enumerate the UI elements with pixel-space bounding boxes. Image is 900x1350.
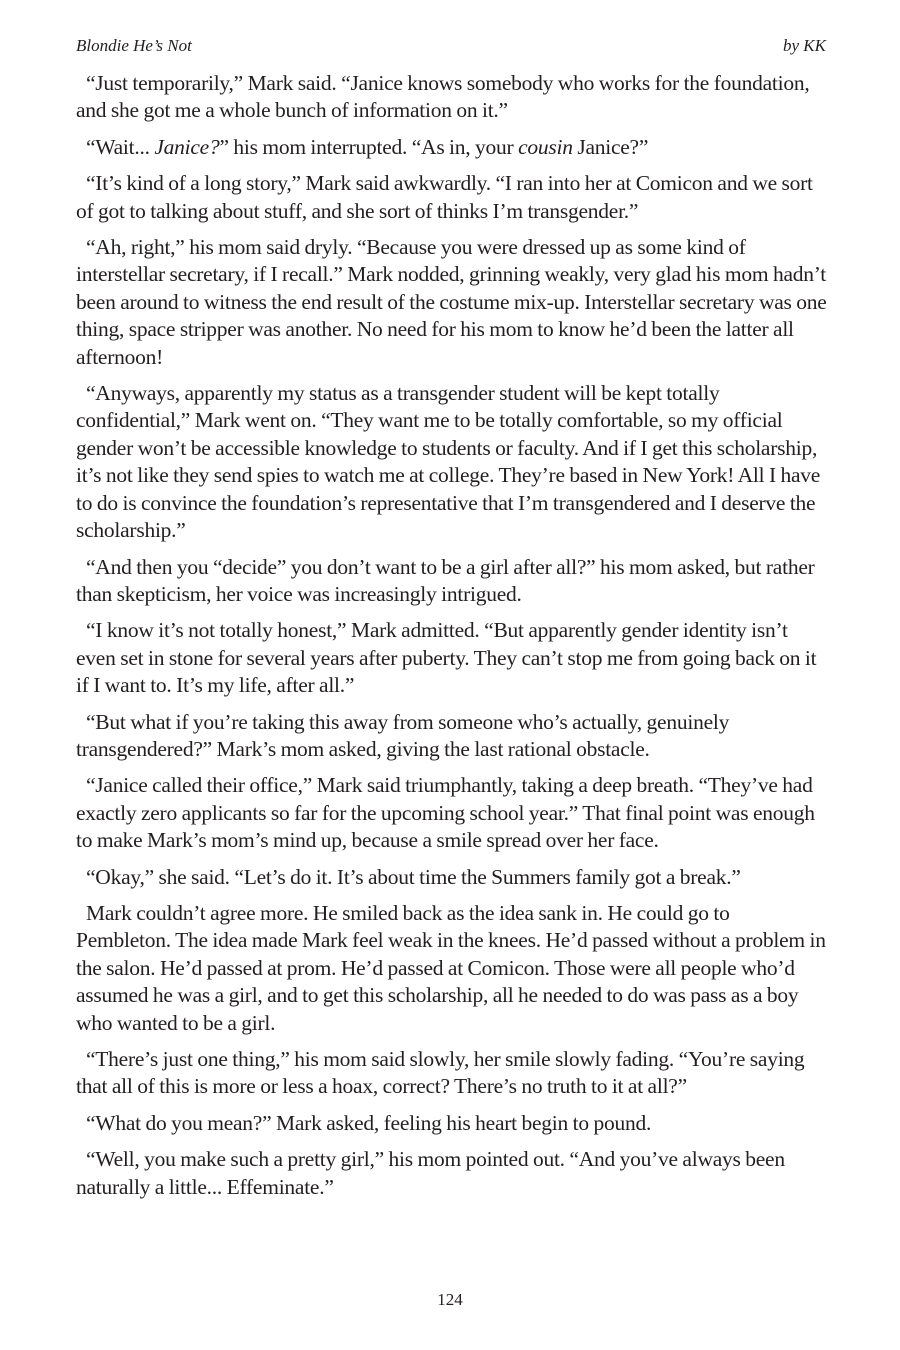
paragraph: “There’s just one thing,” his mom said slowly, her smile slowly fading. “You’re saying that all of this is more or less a hoax, correct? There’s no truth to it at all?”: [76, 1047, 805, 1099]
paragraph: “What do you mean?” Mark asked, feeling his heart begin to pound.: [86, 1110, 652, 1135]
paragraph: “Okay,” she said. “Let’s do it. It’s about time the Summers family got a break.”: [86, 864, 741, 889]
paragraph: “Well, you make such a pretty girl,” his mom pointed out. “And you’ve always been naturally a little... Effeminate.”: [76, 1147, 785, 1199]
body-text: [76, 70, 828, 1210]
text-run: ” his mom interrupted. “As in, your: [219, 134, 519, 159]
paragraph: Mark couldn’t agree more. He smiled back as the idea sank in. He could go to Pembleton. The idea made Mark feel weak in the knees. He’d passed without a problem in the salon. He’d passed at prom. He’d passed at Comicon. Those were all people who’d assumed he was a girl, and to get this scholarship, all he needed to do was pass as a boy who wanted to be a girl.: [76, 900, 826, 1035]
paragraph: “And then you “decide” you don’t want to be a girl after all?” his mom asked, but rather than skepticism, her voice was increasingly intrigued.: [76, 554, 815, 606]
paragraph: “Anyways, apparently my status as a transgender student will be kept totally confidential,” Mark went on. “They want me to be totally comfortable, so my official gender won’t be accessible knowledge to students or faculty. And if I get this scholarship, it’s not like they send spies to watch me at college. They’re based in New York! All I have to do is convince the foundation’s representative that I’m transgendered and I deserve the scholarship.”: [76, 381, 821, 543]
emphasis-text: cousin: [518, 134, 573, 159]
paragraph: “I know it’s not totally honest,” Mark admitted. “But apparently gender identity isn’t even set in stone for several years after puberty. They can’t stop me from going back on it if I want to. It’s my life, after all.”: [76, 618, 817, 698]
paragraph: “But what if you’re taking this away from someone who’s actually, genuinely transgendered?” Mark’s mom asked, giving the last rational obstacle.: [76, 709, 730, 761]
page-number: 124: [437, 1290, 463, 1309]
text-run: “Wait...: [86, 134, 155, 159]
author-credit: by KK: [783, 36, 826, 55]
paragraph: “Ah, right,” his mom said dryly. “Because you were dressed up as some kind of interstellar secretary, if I recall.” Mark nodded, grinning weakly, very glad his mom hadn’t been around to witness the end result of the costume mix-up. Interstellar secretary was one thing, space stripper was another. No need for his mom to know he’d been the latter all afternoon!: [76, 235, 827, 369]
paragraph: “It’s kind of a long story,” Mark said awkwardly. “I ran into her at Comicon and we sort of got to talking about stuff, and she sort of thinks I’m transgender.”: [76, 171, 813, 223]
paragraph: [76, 134, 828, 161]
paragraph: “Just temporarily,” Mark said. “Janice knows somebody who works for the foundation, and she got me a whole bunch of information on it.”: [76, 71, 810, 123]
running-head: [76, 36, 826, 58]
emphasis-text: Janice?: [154, 134, 220, 159]
paragraph: “Janice called their office,” Mark said triumphantly, taking a deep breath. “They’ve had exactly zero applicants so far for the upcoming school year.” That final point was enough to make Mark’s mom’s mind up, because a smile spread over her face.: [76, 773, 815, 853]
book-title: Blondie He’s Not: [76, 36, 192, 55]
text-run: Janice?”: [572, 134, 649, 159]
